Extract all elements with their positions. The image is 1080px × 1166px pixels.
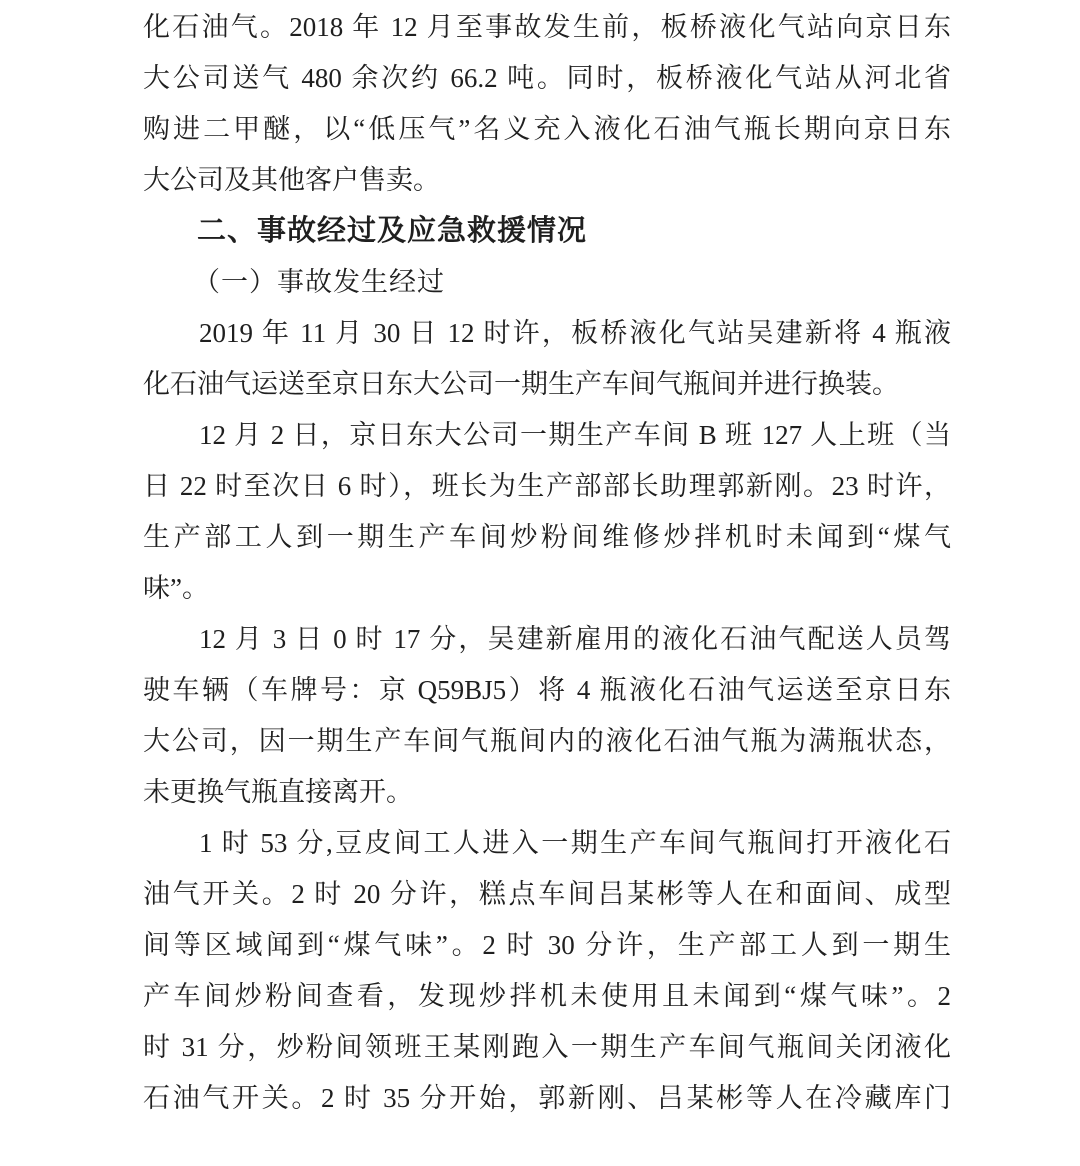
paragraph-line: 化石油气运送至京日东大公司一期生产车间气瓶间并进行换装。 — [143, 369, 899, 399]
subsection-heading: （一）事故发生经过 — [193, 267, 445, 297]
paragraph-line: 化石油气。2018 年 12 月至事故发生前，板桥液化气站向京日东 — [143, 12, 951, 42]
paragraph-line: 大公司，因一期生产车间气瓶间内的液化石油气瓶为满瓶状态， — [143, 726, 951, 756]
paragraph-line: 味”。 — [143, 573, 209, 603]
paragraph-line: 1 时 53 分,豆皮间工人进入一期生产车间气瓶间打开液化石 — [199, 828, 951, 858]
paragraph-line: 日 22 时至次日 6 时），班长为生产部部长助理郭新刚。23 时许， — [143, 471, 951, 501]
paragraph-line: 未更换气瓶直接离开。 — [143, 777, 413, 807]
paragraph-line: 购进二甲醚，以“低压气”名义充入液化石油气瓶长期向京日东 — [143, 114, 951, 144]
paragraph-line: 驶车辆（车牌号：京 Q59BJ5）将 4 瓶液化石油气运送至京日东 — [143, 675, 951, 705]
paragraph-line: 生产部工人到一期生产车间炒粉间维修炒拌机时未闻到“煤气 — [143, 522, 951, 552]
paragraph-line: 12 月 3 日 0 时 17 分，吴建新雇用的液化石油气配送人员驾 — [199, 624, 951, 654]
paragraph-line: 大公司及其他客户售卖。 — [143, 165, 440, 195]
section-heading: 二、事故经过及应急救援情况 — [197, 215, 588, 247]
paragraph-line: 油气开关。2 时 20 分许，糕点车间吕某彬等人在和面间、成型 — [143, 879, 951, 909]
paragraph-line: 时 31 分，炒粉间领班王某刚跑入一期生产车间气瓶间关闭液化 — [143, 1032, 951, 1062]
paragraph-line: 2019 年 11 月 30 日 12 时许，板桥液化气站吴建新将 4 瓶液 — [199, 318, 951, 348]
paragraph-line: 大公司送气 480 余次约 66.2 吨。同时，板桥液化气站从河北省 — [143, 63, 951, 93]
paragraph-line: 12 月 2 日，京日东大公司一期生产车间 B 班 127 人上班（当 — [199, 420, 951, 450]
paragraph-line: 石油气开关。2 时 35 分开始，郭新刚、吕某彬等人在冷藏库门 — [143, 1083, 951, 1113]
paragraph-line: 产车间炒粉间查看，发现炒拌机未使用且未闻到“煤气味”。2 — [143, 981, 951, 1011]
paragraph-line: 间等区域闻到“煤气味”。2 时 30 分许，生产部工人到一期生 — [143, 930, 951, 960]
